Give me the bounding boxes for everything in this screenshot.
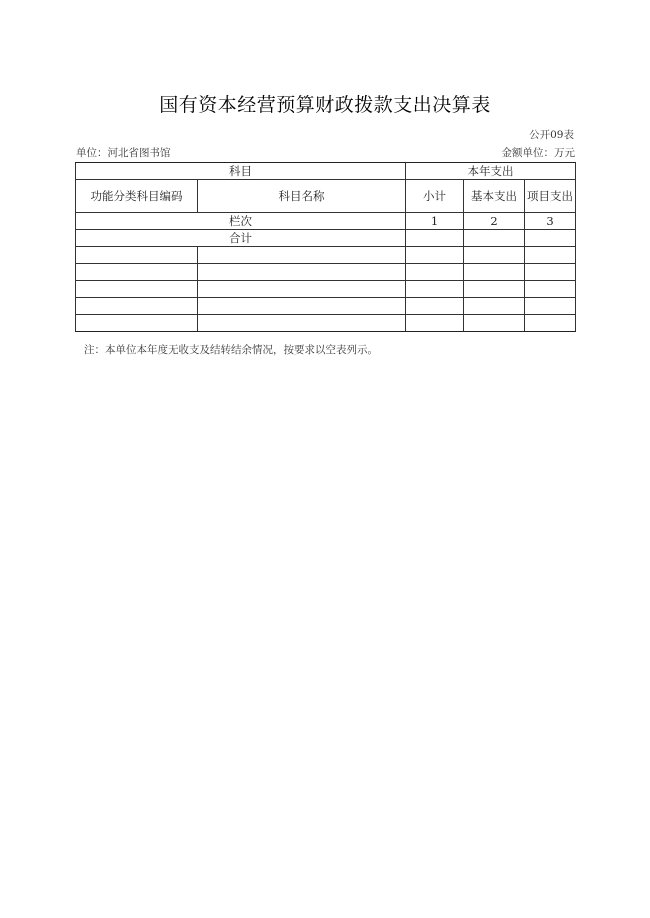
subtotal-cell bbox=[406, 298, 464, 315]
footnote: 注：本单位本年度无收支及结转结余情况，按要求以空表列示。 bbox=[84, 344, 378, 356]
form-number: 公开09表 bbox=[529, 129, 574, 141]
project-cell bbox=[525, 247, 576, 264]
amount-unit: 金额单位：万元 bbox=[501, 147, 575, 159]
code-cell bbox=[76, 281, 198, 298]
header-subject-name: 科目名称 bbox=[198, 180, 406, 213]
code-cell bbox=[76, 247, 198, 264]
total-subtotal-cell bbox=[406, 230, 464, 247]
header-subject: 科目 bbox=[76, 163, 406, 180]
header-current-year-expense: 本年支出 bbox=[406, 163, 576, 180]
name-cell bbox=[198, 247, 406, 264]
project-cell bbox=[525, 315, 576, 332]
line-number-1: 1 bbox=[406, 213, 464, 230]
name-cell bbox=[198, 315, 406, 332]
name-cell bbox=[198, 298, 406, 315]
project-cell bbox=[525, 298, 576, 315]
subtotal-cell bbox=[406, 281, 464, 298]
subtotal-cell bbox=[406, 264, 464, 281]
name-cell bbox=[198, 281, 406, 298]
table-row bbox=[76, 315, 576, 332]
budget-expenditure-table bbox=[75, 162, 576, 332]
basic-cell bbox=[464, 247, 525, 264]
total-project-cell bbox=[525, 230, 576, 247]
header-function-code: 功能分类科目编码 bbox=[76, 180, 198, 213]
table-header-columns-row bbox=[76, 180, 576, 213]
basic-cell bbox=[464, 315, 525, 332]
page-title: 国有资本经营预算财政拨款支出决算表 bbox=[159, 94, 491, 116]
subtotal-cell bbox=[406, 247, 464, 264]
table-row bbox=[76, 264, 576, 281]
code-cell bbox=[76, 264, 198, 281]
line-number-3: 3 bbox=[525, 213, 576, 230]
project-cell bbox=[525, 264, 576, 281]
project-cell bbox=[525, 281, 576, 298]
reporting-unit: 单位：河北省图书馆 bbox=[76, 147, 171, 159]
header-subtotal: 小计 bbox=[406, 180, 464, 213]
line-number-row bbox=[76, 213, 576, 230]
basic-cell bbox=[464, 264, 525, 281]
table-row bbox=[76, 281, 576, 298]
line-number-2: 2 bbox=[464, 213, 525, 230]
code-cell bbox=[76, 315, 198, 332]
unit-row bbox=[76, 145, 575, 161]
table-row bbox=[76, 298, 576, 315]
header-basic-expense: 基本支出 bbox=[464, 180, 525, 213]
total-row bbox=[76, 230, 576, 247]
total-basic-cell bbox=[464, 230, 525, 247]
line-number-label: 栏次 bbox=[76, 213, 406, 230]
subtotal-cell bbox=[406, 315, 464, 332]
code-cell bbox=[76, 298, 198, 315]
header-project-expense: 项目支出 bbox=[525, 180, 576, 213]
table-header-group-row bbox=[76, 163, 576, 180]
name-cell bbox=[198, 264, 406, 281]
basic-cell bbox=[464, 298, 525, 315]
table-row bbox=[76, 247, 576, 264]
basic-cell bbox=[464, 281, 525, 298]
total-label: 合计 bbox=[76, 230, 406, 247]
